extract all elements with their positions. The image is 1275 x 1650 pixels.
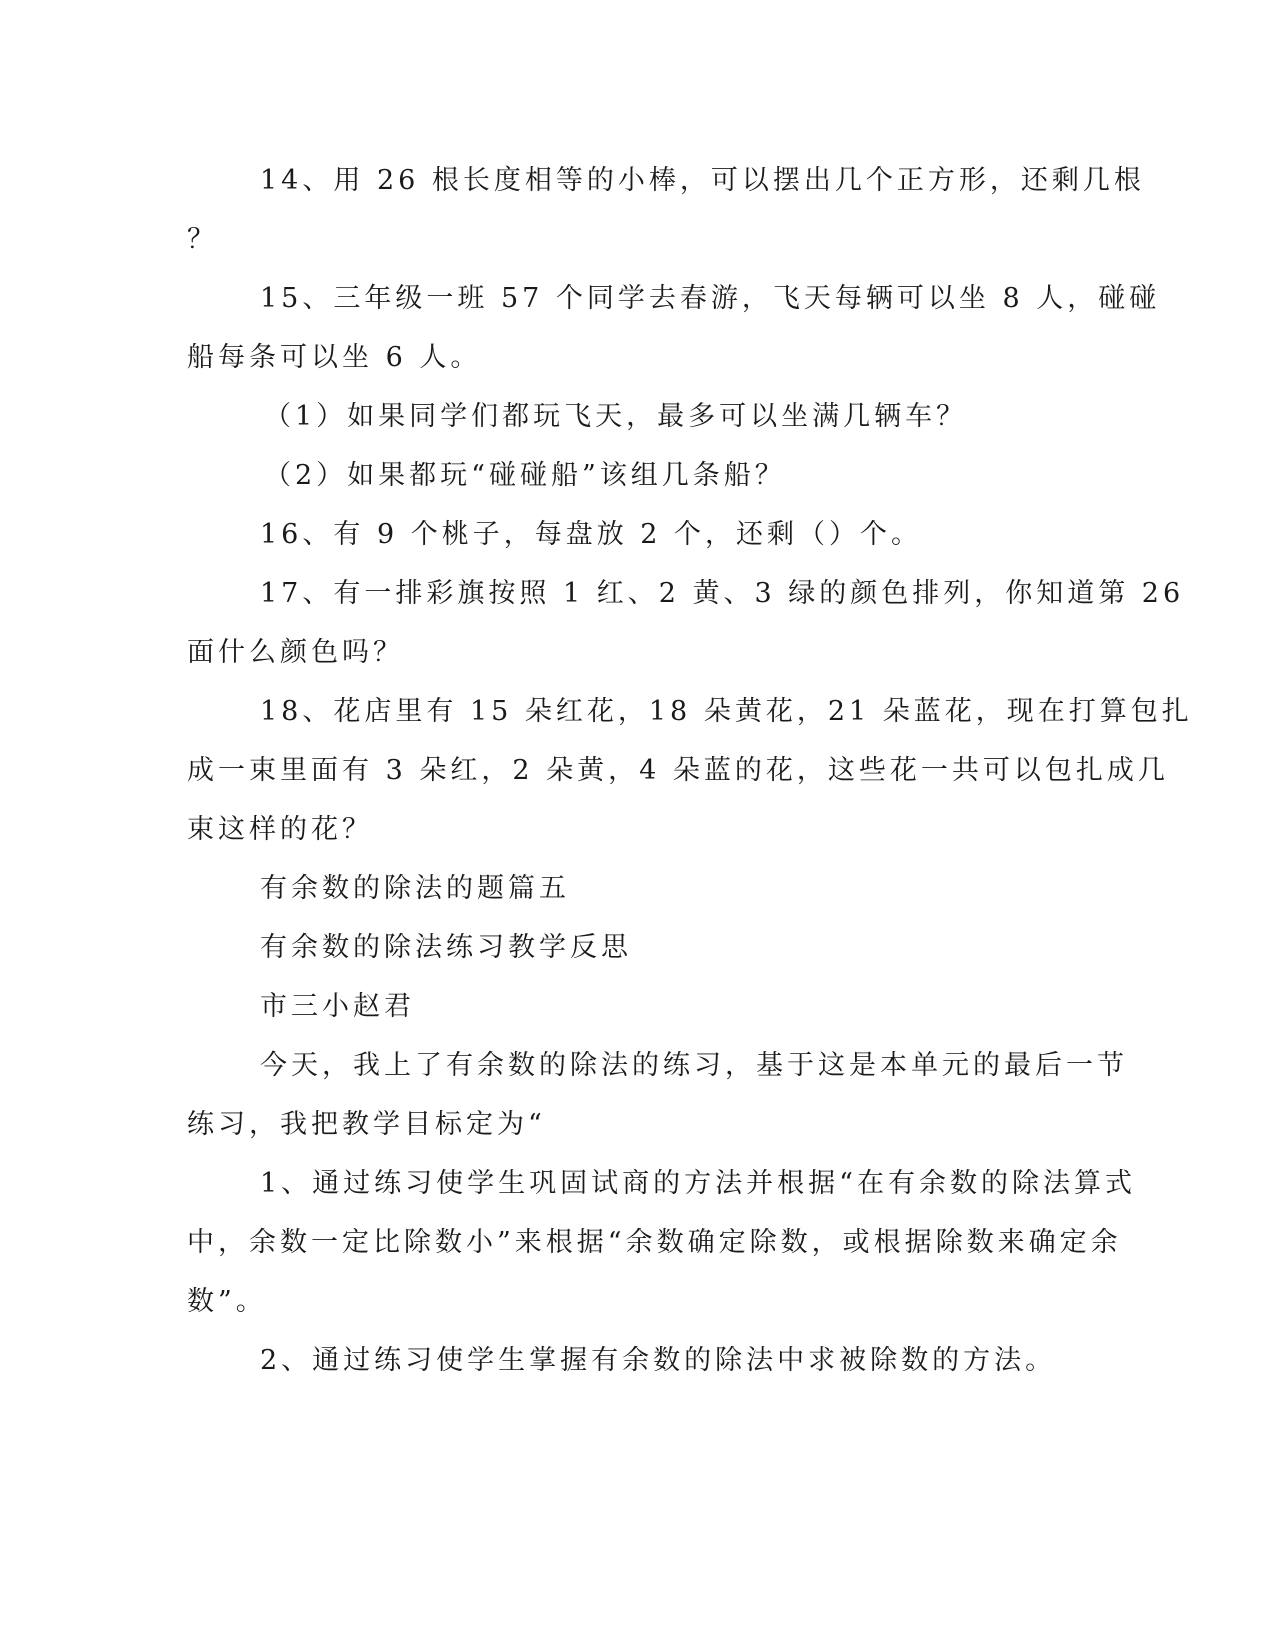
paragraph-1-line-2: 练习，我把教学目标定为“ bbox=[187, 1109, 546, 1140]
question-15-part-2: （2）如果都玩“碰碰船”该组几条船？ bbox=[264, 460, 786, 491]
paragraph-1-line-1: 今天，我上了有余数的除法的练习，基于这是本单元的最后一节 bbox=[260, 1050, 1128, 1081]
question-15-part-1: （1）如果同学们都玩飞天，最多可以坐满几辆车？ bbox=[264, 401, 968, 432]
question-17-line-1: 17、有一排彩旗按照 1 红、2 黄、3 绿的颜色排列，你知道第 26 bbox=[260, 578, 1185, 609]
section-heading: 有余数的除法的题篇五 bbox=[260, 873, 570, 904]
question-14-line-2: ？ bbox=[187, 224, 218, 255]
goal-1-line-1: 1、通过练习使学生巩固试商的方法并根据“在有余数的除法算式 bbox=[260, 1168, 1136, 1199]
question-15-line-2: 船每条可以坐 6 人。 bbox=[187, 342, 482, 373]
question-16: 16、有 9 个桃子，每盘放 2 个，还剩（）个。 bbox=[260, 519, 923, 550]
question-18-line-1: 18、花店里有 15 朵红花，18 朵黄花，21 朵蓝花，现在打算包扎 bbox=[260, 696, 1193, 727]
question-15-line-1: 15、三年级一班 57 个同学去春游，飞天每辆可以坐 8 人，碰碰 bbox=[260, 283, 1161, 314]
question-17-line-2: 面什么颜色吗？ bbox=[187, 637, 404, 668]
article-author: 市三小赵君 bbox=[260, 991, 415, 1022]
goal-1-line-2: 中，余数一定比除数小”来根据“余数确定除数，或根据除数来确定余 bbox=[187, 1227, 1122, 1258]
goal-1-line-3: 数”。 bbox=[187, 1286, 267, 1317]
article-title: 有余数的除法练习教学反思 bbox=[260, 932, 632, 963]
question-14-line-1: 14、用 26 根长度相等的小棒，可以摆出几个正方形，还剩几根 bbox=[260, 165, 1145, 196]
question-18-line-2: 成一束里面有 3 朵红，2 朵黄，4 朵蓝的花，这些花一共可以包扎成几 bbox=[187, 755, 1169, 786]
question-18-line-3: 束这样的花？ bbox=[187, 814, 373, 845]
goal-2: 2、通过练习使学生掌握有余数的除法中求被除数的方法。 bbox=[260, 1345, 1057, 1376]
